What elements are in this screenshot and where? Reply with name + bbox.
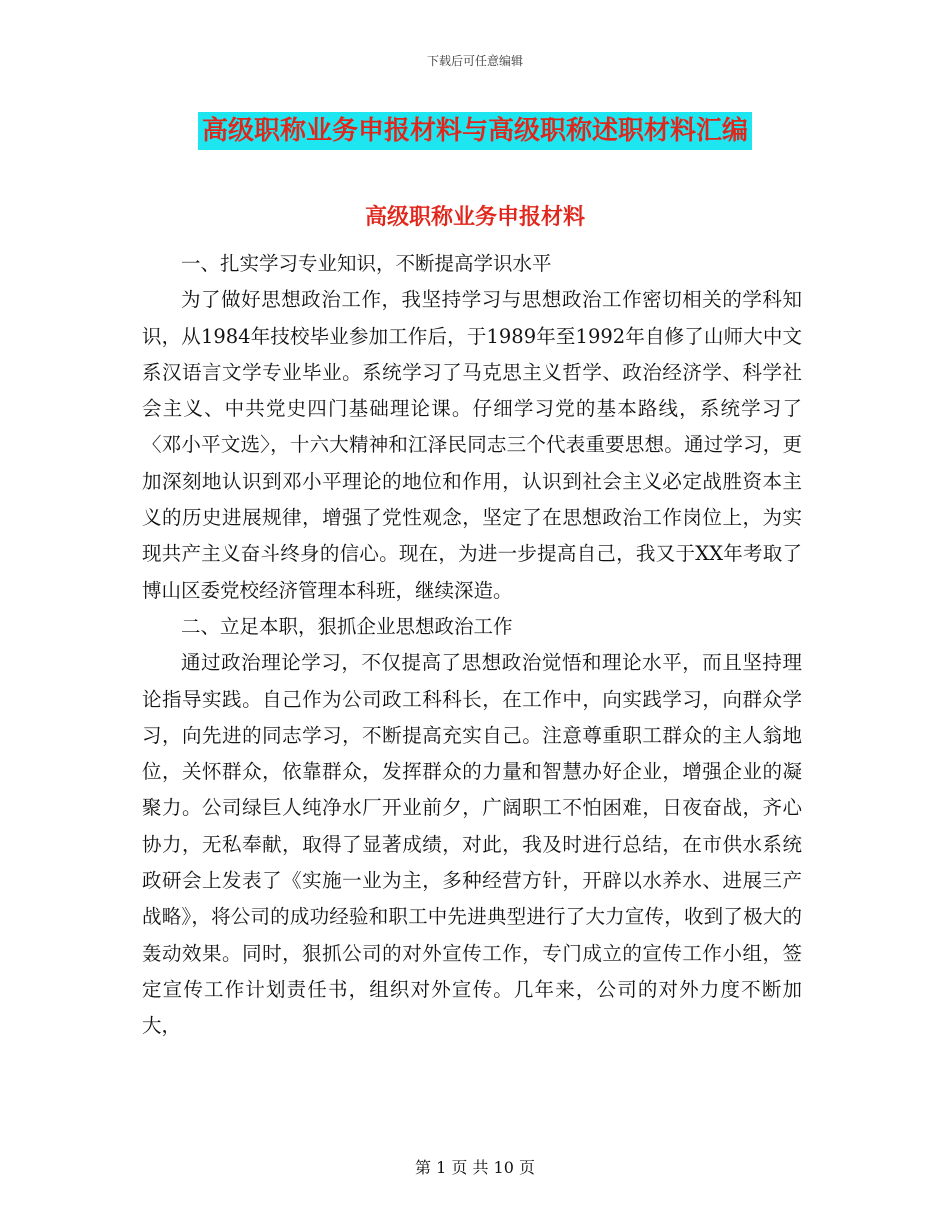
paragraph-heading-1: 一、扎实学习专业知识，不断提高学识水平	[181, 252, 552, 275]
paragraph-1: 为了做好思想政治工作，我坚持学习与思想政治工作密切相关的学科知识，从1984年技校毕业参加工作后，于1989年至1992年自修了山师大中文系汉语言文学专业毕业。系统学习了马克思主义哲学、政治经济学、科学社会主义、中共党史四门基础理论课。仔细学习党的基本路线，系统学习了〈邓小平文选〉，十六大精神和江泽民同志三个代表重要思想。通过学习，更加深刻地认识到邓小平理论的地位和作用，认识到社会主义必定战胜资本主义的历史进展规律，增强了党性观念，坚定了在思想政治工作岗位上，为实现共产主义奋斗终身的信心。现在，为进一步提高自己，我又于XX年考取了博山区委党校经济管理本科班，继续深造。	[142, 288, 802, 602]
body-text	[142, 246, 802, 1045]
main-title-wrap	[0, 112, 950, 150]
section-title: 高级职称业务申报材料	[364, 205, 585, 230]
main-title: 高级职称业务申报材料与高级职称述职材料汇编	[198, 112, 752, 150]
page-footer: 第 1 页 共 10 页	[415, 1158, 535, 1177]
paragraph-2: 通过政治理论学习，不仅提高了思想政治觉悟和理论水平，而且坚持理论指导实践。自己作为公司政工科科长，在工作中，向实践学习，向群众学习，向先进的同志学习，不断提高充实自己。注意尊重职工群众的主人翁地位，关怀群众，依靠群众，发挥群众的力量和智慧办好企业，增强企业的凝聚力。公司绿巨人纯净水厂开业前夕，广阔职工不怕困难，日夜奋战，齐心协力，无私奉献，取得了显著成绩，对此，我及时进行总结，在市供水系统政研会上发表了《实施一业为主，多种经营方针，开辟以水养水、进展三产战略》，将公司的成功经验和职工中先进典型进行了大力宣传，收到了极大的轰动效果。同时，狠抓公司的对外宣传工作，专门成立的宣传工作小组，签定宣传工作计划责任书，组织对外宣传。几年来，公司的对外力度不断加大，	[142, 651, 802, 1038]
paragraph-heading-2: 二、立足本职，狠抓企业思想政治工作	[181, 614, 513, 638]
header-note: 下载后可任意编辑	[426, 54, 523, 68]
